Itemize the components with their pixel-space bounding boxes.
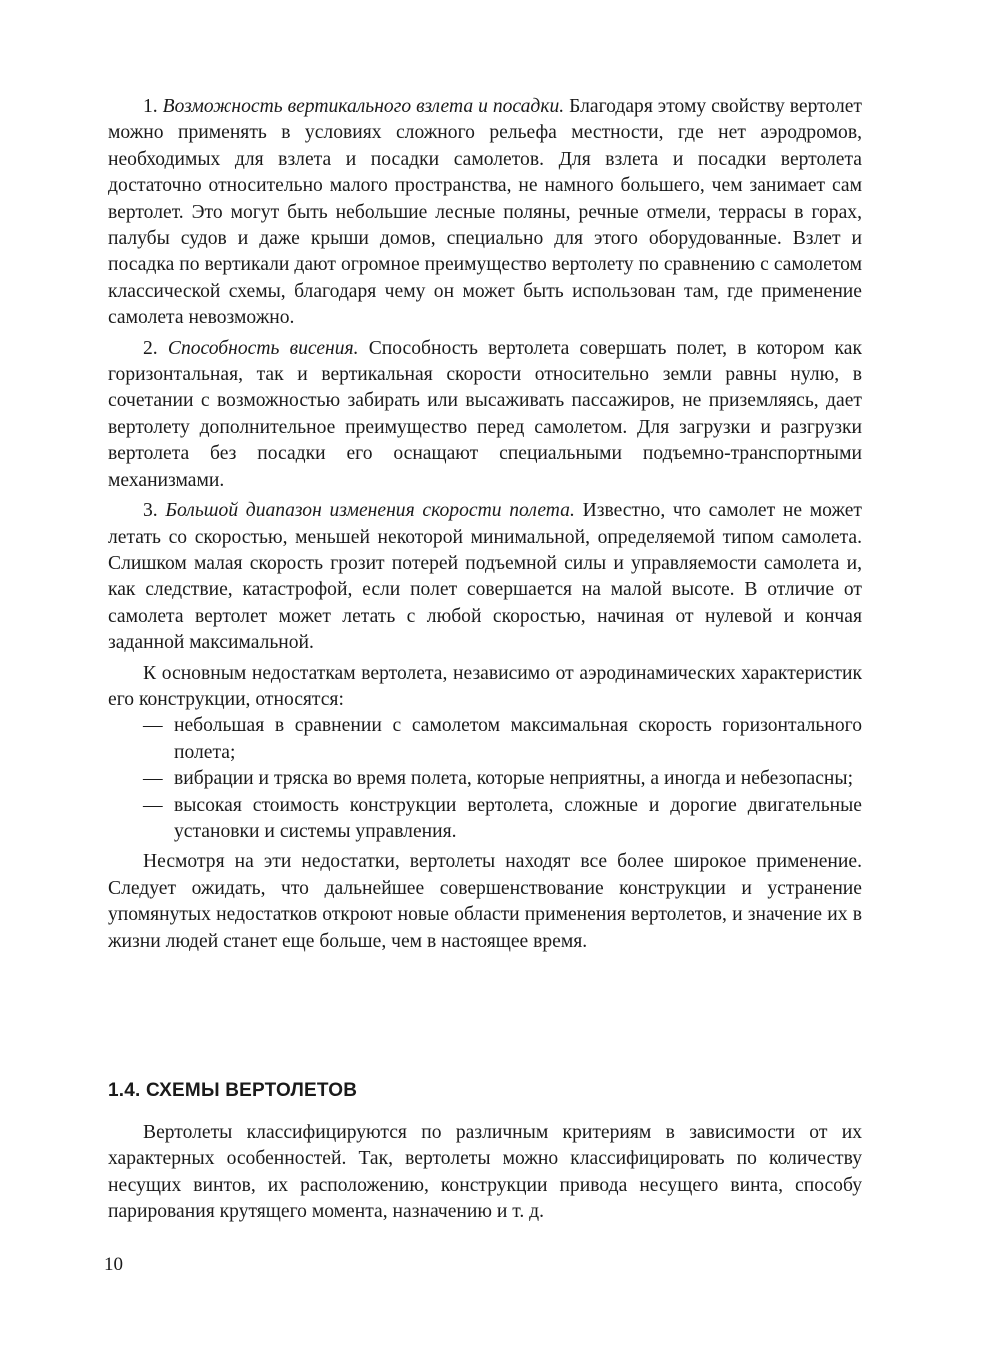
item-number: 3. [143,500,158,522]
item-number: 2. [143,337,158,359]
item-body: Известно, что самолет не может летать со скоростью, меньшей некоторой минимальной, определяемой типом самолета. Слишком малая скорость грозит потерей подъемной силы и управляемости самолета и, как следствие, катастрофой, если полет совершается на малой высоте. В отличие от самолета вертолет может летать с любой скоростью, начиная от нулевой и кончая заданной максимальной. [108,500,862,654]
conclusion-paragraph: Несмотря на эти недостатки, вертолеты находят все более широкое применение. Следует ожидать, что дальнейшее совершенствование конструкции и устранение упомянутых недостатков откроют новые области применения вертолетов, и значение их в жизни людей станет еще больше, чем в настоящее время. [108,851,862,952]
item-title: Способность висения. [167,337,359,359]
list-item-text: небольшая в сравнении с самолетом максимальная скорость горизонтального полета; [174,715,862,763]
item-title: Возможность вертикального взлета и посадки. [162,96,565,117]
list-item [108,793,862,846]
section-paragraph: Вертолеты классифицируются по различным критериям в зависимости от их характерных особенностей. Так, вертолеты можно классифицировать по количеству несущих винтов, их расположению, конструкции привода несущего винта, способу парирования крутящего момента, назначению и т. д. [108,1122,862,1223]
dash-mark: — [143,768,163,790]
section-heading: 1.4. СХЕМЫ ВЕРТОЛЕТОВ [108,1080,358,1101]
paragraph-item-1 [108,94,862,332]
item-number: 1. [143,96,158,117]
disadvantages-list [108,713,862,845]
list-item-text: вибрации и тряска во время полета, которые неприятны, а иногда и небезопасны; [174,768,854,790]
list-item [108,713,862,766]
section-text [108,1120,862,1226]
page-number: 10 [104,1254,123,1275]
list-item-text: высокая стоимость конструкции вертолета, сложные и дорогие двигательные установки и системы управления. [174,794,862,842]
disadvantages-intro: К основным недостаткам вертолета, независимо от аэродинамических характеристик его конструкции, относятся: [108,662,862,710]
paragraph-item-3 [108,498,862,656]
main-text [108,94,862,955]
item-body: Благодаря этому свойству вертолет можно применять в условиях сложного рельефа местности, где нет аэродромов, необходимых для взлета и посадки самолетов. Для взлета и посадки вертолета достаточно относительно малого пространства, не намного большего, чем занимает сам вертолет. Это могут быть небольшие лесные поляны, речные отмели, террасы в горах, палубы судов и даже крыши домов, специально для этого оборудованные. Взлет и посадка по вертикали дают огромное преимущество вертолету по сравнению с самолетом классической схемы, благодаря чему он может быть использован там, где применение самолета невозможно. [108,96,862,329]
list-item [108,766,862,792]
paragraph-item-2 [108,336,862,494]
dash-mark: — [143,794,163,816]
item-title: Большой диапазон изменения скорости полета. [165,500,575,522]
dash-mark: — [143,715,163,737]
item-body: Способность вертолета совершать полет, в котором как горизонтальная, так и вертикальная скорости относительно земли равны нулю, в сочетании с возможностью забирать или высаживать пассажиров, не приземляясь, дает вертолету дополнительное преимущество перед самолетом. Для загрузки и разгрузки вертолета без посадки его оснащают специальными подъемно-транспортными механизмами. [108,337,862,491]
